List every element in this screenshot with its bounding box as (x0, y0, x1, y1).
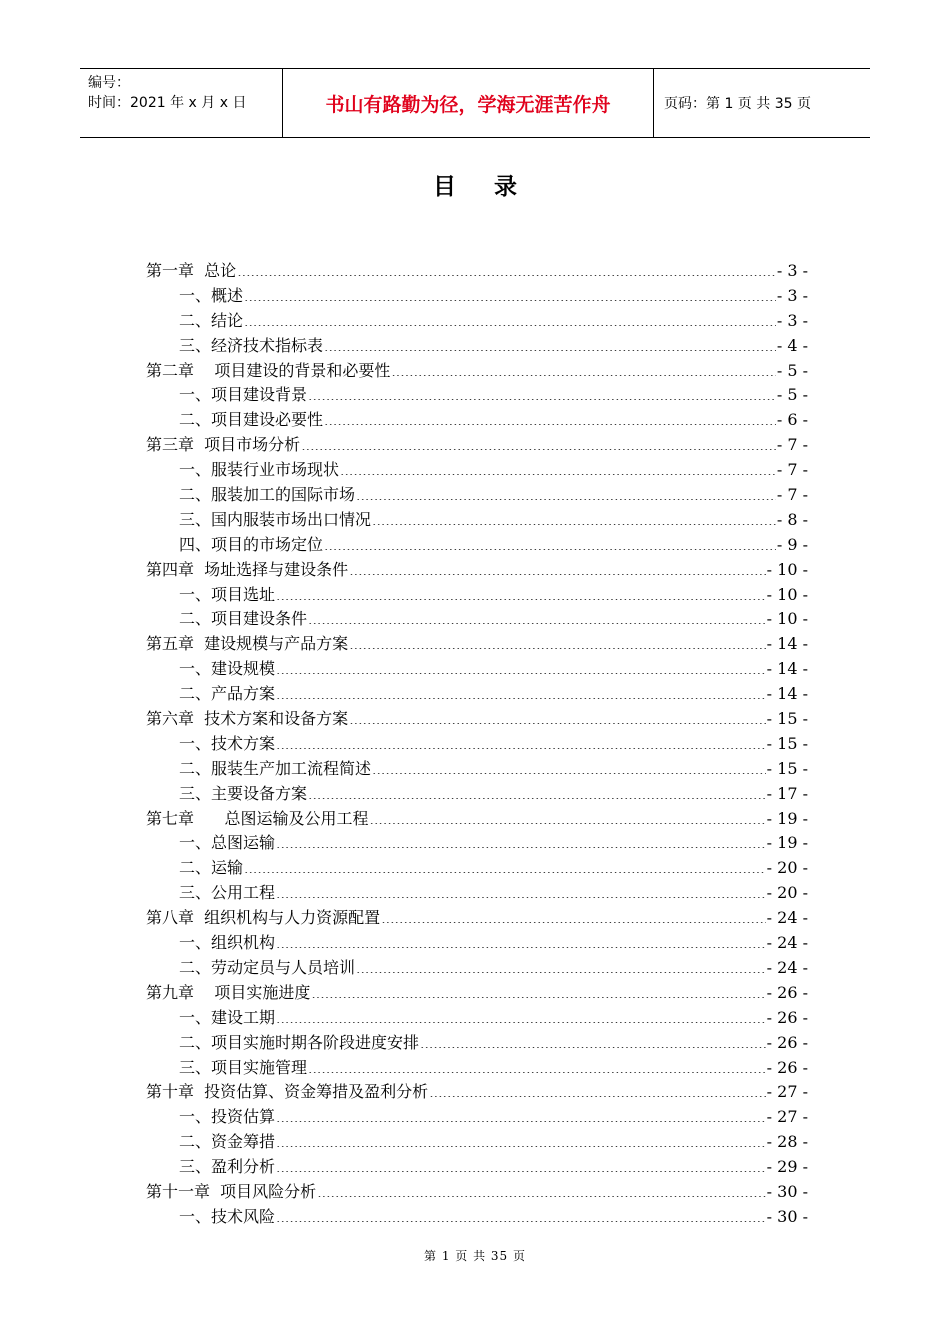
toc-entry-page: - 20 - (766, 858, 808, 878)
toc-entry-page: - 3 - (776, 261, 808, 280)
toc-chapter-entry[interactable] (146, 706, 808, 731)
toc-dot-leader (420, 1034, 766, 1048)
toc-dot-leader (276, 1208, 766, 1222)
toc-section-entry[interactable] (146, 606, 808, 631)
toc-entry-page: - 15 - (766, 758, 808, 778)
toc-entry-label: 二、服装加工的国际市场 (179, 485, 356, 505)
toc-entry-label: 三、项目实施管理 (179, 1057, 308, 1077)
toc-dot-leader (276, 884, 766, 898)
toc-entry-page: - 7 - (776, 460, 808, 480)
toc-section-entry[interactable] (146, 382, 808, 407)
toc-entry-page: - 30 - (766, 1206, 808, 1226)
toc-section-entry[interactable] (146, 955, 808, 980)
toc-dot-leader (308, 386, 776, 400)
toc-entry-page: - 26 - (766, 1032, 808, 1052)
toc-section-entry[interactable] (146, 855, 808, 880)
toc-entry-label: 第六章 技术方案和设备方案 (146, 709, 349, 729)
toc-entry-label: 一、建设工期 (179, 1007, 276, 1027)
toc-entry-page: - 10 - (766, 584, 808, 604)
toc-entry-page: - 8 - (776, 509, 808, 529)
toc-entry-label: 第二章 项目建设的背景和必要性 (146, 360, 391, 380)
toc-chapter-entry[interactable] (146, 258, 808, 283)
toc-dot-leader (308, 785, 766, 799)
toc-dot-leader (349, 561, 765, 575)
toc-entry-label: 一、项目建设背景 (179, 385, 308, 405)
toc-section-entry[interactable] (146, 781, 808, 806)
toc-entry-label: 第九章 项目实施进度 (146, 982, 311, 1002)
toc-section-entry[interactable] (146, 930, 808, 955)
toc-entry-page: - 6 - (776, 410, 808, 430)
toc-entry-label: 第十一章 项目风险分析 (146, 1181, 317, 1201)
toc-entry-page: - 15 - (766, 709, 808, 729)
toc-dot-leader (356, 486, 776, 500)
toc-entry-page: - 4 - (776, 335, 808, 355)
toc-dot-leader (276, 834, 766, 848)
toc-dot-leader (356, 959, 766, 973)
toc-section-entry[interactable] (146, 1055, 808, 1080)
toc-dot-leader (381, 909, 765, 923)
toc-section-entry[interactable] (146, 1104, 808, 1129)
toc-entry-label: 二、资金筹措 (179, 1132, 276, 1152)
toc-section-entry[interactable] (146, 283, 808, 308)
toc-section-entry[interactable] (146, 731, 808, 756)
toc-entry-label: 三、公用工程 (179, 883, 276, 903)
toc-dot-leader (349, 710, 765, 724)
toc-entry-label: 三、国内服装市场出口情况 (179, 509, 372, 529)
toc-dot-leader (324, 411, 776, 425)
toc-entry-page: - 27 - (766, 1082, 808, 1102)
toc-entry-page: - 19 - (766, 833, 808, 853)
toc-entry-page: - 27 - (766, 1107, 808, 1127)
toc-entry-page: - 14 - (766, 634, 808, 654)
table-of-contents (146, 258, 808, 1229)
toc-entry-label: 一、组织机构 (179, 933, 276, 953)
number-label: 编号： (88, 75, 130, 91)
toc-dot-leader (308, 1059, 766, 1073)
toc-entry-label: 二、运输 (179, 858, 244, 878)
toc-entry-label: 第五章 建设规模与产品方案 (146, 634, 349, 654)
toc-dot-leader (276, 934, 766, 948)
toc-dot-leader (311, 984, 765, 998)
toc-dot-leader (317, 1183, 765, 1197)
toc-entry-label: 二、项目实施时期各阶段进度安排 (179, 1032, 420, 1052)
toc-entry-page: - 10 - (766, 559, 808, 579)
toc-entry-label: 一、项目选址 (179, 584, 276, 604)
toc-section-entry[interactable] (146, 532, 808, 557)
toc-entry-label: 四、项目的市场定位 (179, 534, 324, 554)
toc-entry-page: - 24 - (766, 933, 808, 953)
toc-dot-leader (391, 362, 775, 376)
toc-dot-leader (370, 810, 766, 824)
toc-chapter-entry[interactable] (146, 557, 808, 582)
header-info-cell (80, 69, 282, 137)
toc-dot-leader (301, 436, 776, 450)
toc-section-entry[interactable] (146, 830, 808, 855)
toc-entry-label: 一、总图运输 (179, 833, 276, 853)
toc-dot-leader (324, 337, 776, 351)
toc-entry-page: - 19 - (766, 808, 808, 828)
toc-dot-leader (276, 1009, 766, 1023)
toc-section-entry[interactable] (146, 507, 808, 532)
toc-entry-page: - 5 - (776, 385, 808, 405)
toc-entry-page: - 14 - (766, 659, 808, 679)
toc-entry-label: 一、服装行业市场现状 (179, 460, 340, 480)
toc-dot-leader (372, 760, 766, 774)
toc-entry-page: - 30 - (766, 1181, 808, 1201)
toc-entry-page: - 28 - (766, 1132, 808, 1152)
page-footer: 第 1 页 共 35 页 (424, 1249, 526, 1263)
toc-entry-label: 二、服装生产加工流程简述 (179, 758, 372, 778)
toc-dot-leader (276, 660, 766, 674)
toc-section-entry[interactable] (146, 1204, 808, 1229)
toc-entry-label: 第七章 总图运输及公用工程 (146, 808, 369, 828)
toc-section-entry[interactable] (146, 1129, 808, 1154)
toc-section-entry[interactable] (146, 308, 808, 333)
toc-entry-label: 一、技术方案 (179, 733, 276, 753)
toc-section-entry[interactable] (146, 756, 808, 781)
toc-entry-label: 二、结论 (179, 310, 244, 330)
toc-entry-page: - 5 - (776, 360, 808, 380)
toc-entry-page: - 29 - (766, 1157, 808, 1177)
toc-entry-label: 第四章 场址选择与建设条件 (146, 559, 349, 579)
toc-entry-label: 一、概述 (179, 285, 244, 305)
toc-entry-label: 二、产品方案 (179, 684, 276, 704)
toc-entry-page: - 7 - (776, 485, 808, 505)
header-slogan: 书山有路勤为径，学海无涯苦作舟 (282, 69, 654, 137)
toc-entry-page: - 7 - (776, 435, 808, 455)
toc-dot-leader (349, 635, 765, 649)
toc-section-entry[interactable] (146, 407, 808, 432)
toc-entry-page: - 17 - (766, 783, 808, 803)
toc-entry-page: - 10 - (766, 609, 808, 629)
toc-entry-page: - 15 - (766, 733, 808, 753)
toc-section-entry[interactable] (146, 333, 808, 358)
toc-entry-page: - 9 - (776, 534, 808, 554)
date-label: 时间：2021 年 x 月 x 日 (88, 95, 247, 111)
page-header (80, 68, 870, 138)
toc-entry-label: 第一章 总论 (146, 261, 237, 280)
toc-section-entry[interactable] (146, 482, 808, 507)
toc-section-entry[interactable] (146, 1154, 808, 1179)
toc-dot-leader (276, 1108, 766, 1122)
toc-chapter-entry[interactable] (146, 631, 808, 656)
toc-dot-leader (276, 1133, 766, 1147)
toc-entry-label: 第八章 组织机构与人力资源配置 (146, 908, 381, 928)
toc-chapter-entry[interactable] (146, 432, 808, 457)
toc-entry-label: 一、投资估算 (179, 1107, 276, 1127)
toc-section-entry[interactable] (146, 457, 808, 482)
toc-chapter-entry[interactable] (146, 1079, 808, 1104)
toc-entry-label: 三、主要设备方案 (179, 783, 308, 803)
toc-dot-leader (372, 511, 776, 525)
toc-dot-leader (276, 685, 766, 699)
toc-dot-leader (324, 536, 776, 550)
toc-entry-label: 一、建设规模 (179, 659, 276, 679)
toc-entry-page: - 26 - (766, 1007, 808, 1027)
toc-entry-label: 二、项目建设条件 (179, 609, 308, 629)
header-page-info: 页码：第 1 页 共 35 页 (664, 96, 811, 112)
toc-dot-leader (429, 1083, 765, 1097)
toc-entry-page: - 24 - (766, 957, 808, 977)
toc-dot-leader (244, 312, 776, 326)
toc-section-entry[interactable] (146, 1005, 808, 1030)
toc-entry-page: - 20 - (766, 883, 808, 903)
toc-dot-leader (237, 262, 776, 276)
toc-chapter-entry[interactable] (146, 980, 808, 1005)
toc-entry-page: - 26 - (766, 1057, 808, 1077)
toc-dot-leader (340, 461, 776, 475)
toc-entry-page: - 24 - (766, 908, 808, 928)
toc-entry-page: - 26 - (766, 982, 808, 1002)
toc-dot-leader (308, 610, 766, 624)
toc-entry-page: - 3 - (776, 310, 808, 330)
toc-entry-label: 三、经济技术指标表 (179, 335, 324, 355)
toc-entry-label: 一、技术风险 (179, 1206, 276, 1226)
document-title: 目录 (433, 174, 555, 200)
toc-section-entry[interactable] (146, 880, 808, 905)
toc-chapter-entry[interactable] (146, 806, 808, 831)
toc-dot-leader (276, 1158, 766, 1172)
toc-entry-label: 二、劳动定员与人员培训 (179, 957, 356, 977)
toc-dot-leader (244, 287, 776, 301)
toc-entry-label: 第三章 项目市场分析 (146, 435, 301, 455)
toc-chapter-entry[interactable] (146, 905, 808, 930)
toc-section-entry[interactable] (146, 1030, 808, 1055)
toc-entry-label: 第十章 投资估算、资金筹措及盈利分析 (146, 1082, 429, 1102)
toc-section-entry[interactable] (146, 681, 808, 706)
toc-entry-label: 二、项目建设必要性 (179, 410, 324, 430)
toc-chapter-entry[interactable] (146, 358, 808, 383)
toc-section-entry[interactable] (146, 582, 808, 607)
toc-section-entry[interactable] (146, 656, 808, 681)
toc-entry-page: - 14 - (766, 684, 808, 704)
toc-entry-page: - 3 - (776, 285, 808, 305)
toc-chapter-entry[interactable] (146, 1179, 808, 1204)
toc-entry-label: 三、盈利分析 (179, 1157, 276, 1177)
toc-dot-leader (244, 859, 766, 873)
toc-dot-leader (276, 586, 766, 600)
toc-dot-leader (276, 735, 766, 749)
